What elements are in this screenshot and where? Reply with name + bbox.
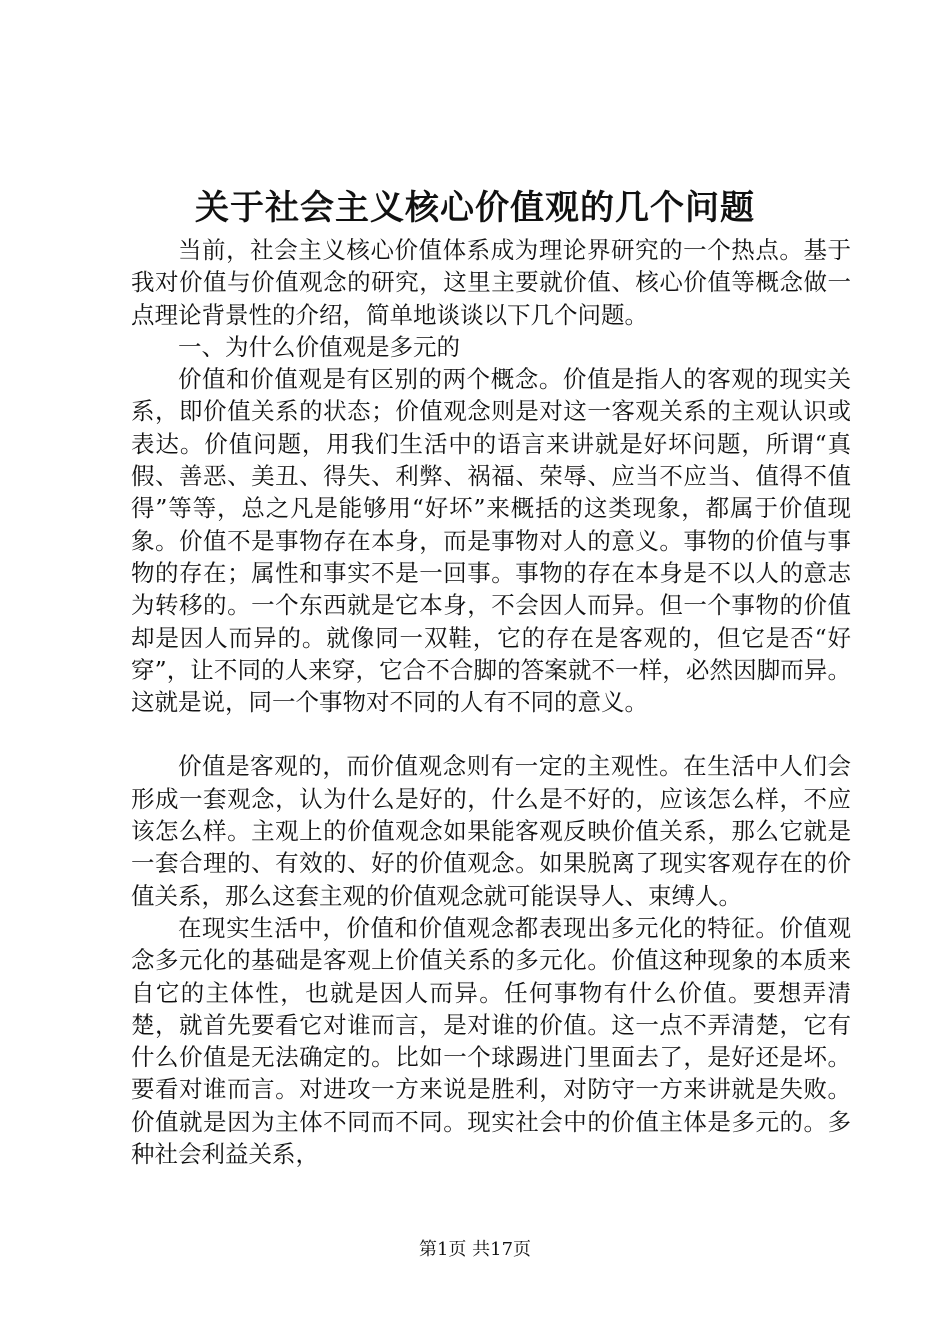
document-body — [131, 234, 851, 1170]
page-number-footer: 第1页 共17页 — [418, 1239, 532, 1260]
paragraph-intro: 当前，社会主义核心价值体系成为理论界研究的一个热点。基于我对价值与价值观念的研究，这里主要就价值、核心价值等概念做一点理论背景性的介绍，简单地谈谈以下几个问题。 — [131, 236, 851, 329]
paragraph-value-subjectivity: 价值是客观的，而价值观念则有一定的主观性。在生活中人们会形成一套观念，认为什么是好的，什么是不好的，应该怎么样，不应该怎么样。主观上的价值观念如果能客观反映价值关系，那么它就是一套合理的、有效的、好的价值观念。如果脱离了现实客观存在的价值关系，那么这套主观的价值观念就可能误导人、束缚人。 — [131, 752, 851, 910]
section-heading-1: 一、为什么价值观是多元的 — [178, 332, 460, 361]
paragraph-value-concept: 价值和价值观是有区别的两个概念。价值是指人的客观的现实关系，即价值关系的状态；价值观念则是对这一客观关系的主观认识或表达。价值问题，用我们生活中的语言来讲就是好坏问题，所谓“真假、善恶、美丑、得失、利弊、祸福、荣辱、应当不应当、值得不值得”等等，总之凡是能够用“好坏”来概括的这类现象，都属于价值现象。价值不是事物存在本身，而是事物对人的意义。事物的价值与事物的存在；属性和事实不是一回事。事物的存在本身是不以人的意志为转移的。一个东西就是它本身，不会因人而异。但一个事物的价值却是因人而异的。就像同一双鞋，它的存在是客观的，但它是否“好穿”，让不同的人来穿，它合不合脚的答案就不一样，必然因脚而异。这就是说，同一个事物对不同的人有不同的意义。 — [131, 365, 851, 717]
document-title: 关于社会主义核心价值观的几个问题 — [195, 188, 755, 228]
paragraph-pluralism: 在现实生活中，价值和价值观念都表现出多元化的特征。价值观念多元化的基础是客观上价值关系的多元化。价值这种现象的本质来自它的主体性，也就是因人而异。任何事物有什么价值。要想弄清楚，就首先要看它对谁而言，是对谁的价值。这一点不弄清楚，它有什么价值是无法确定的。比如一个球踢进门里面去了，是好还是坏。要看对谁而言。对进攻一方来说是胜利，对防守一方来讲就是失败。价值就是因为主体不同而不同。现实社会中的价值主体是多元的。多种社会利益关系， — [131, 913, 851, 1169]
